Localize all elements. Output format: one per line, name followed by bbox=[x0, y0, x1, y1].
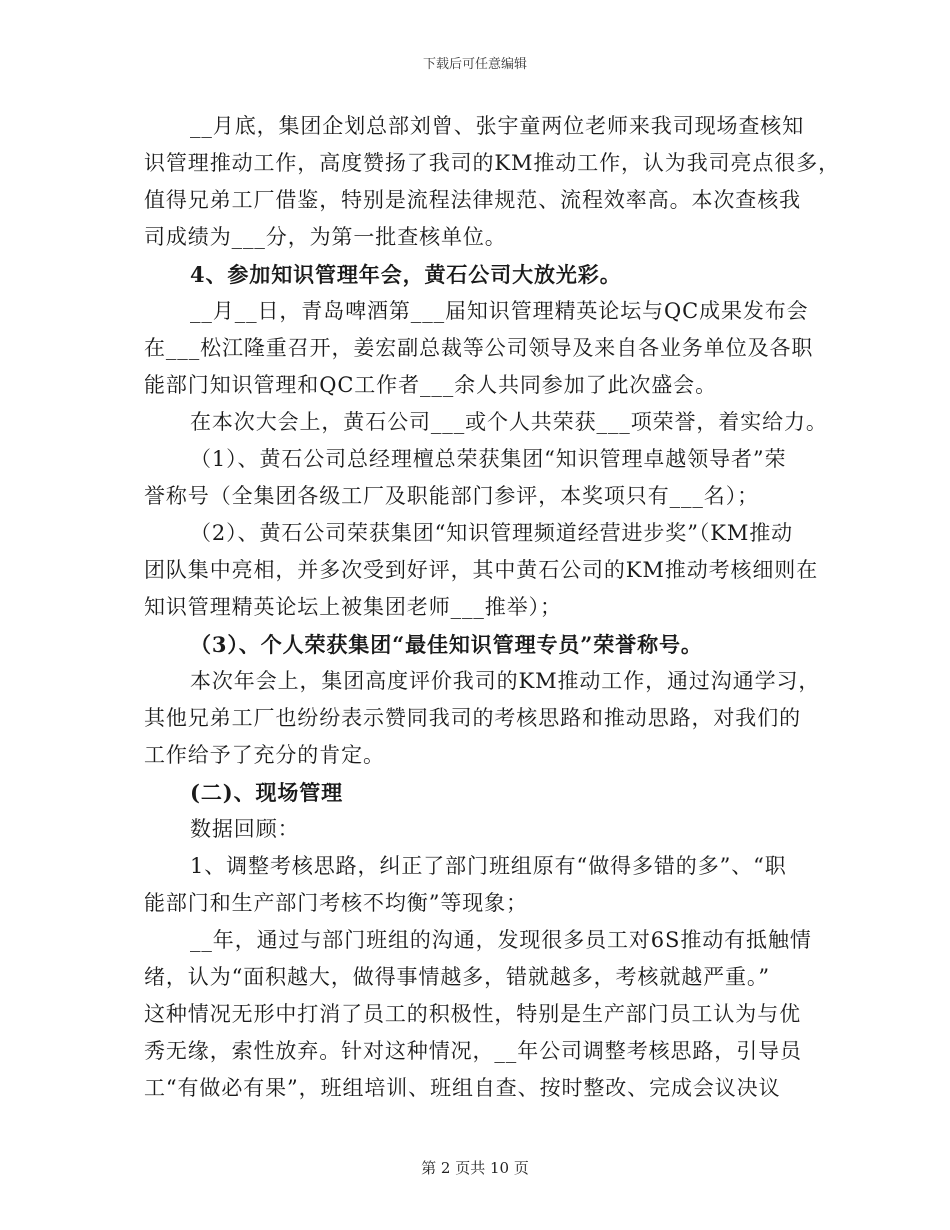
paragraph-line: 在本次大会上，黄石公司___或个人共荣获___项荣誉，着实给力。 bbox=[190, 410, 828, 434]
paragraph-line: 这种情况无形中打消了员工的积极性，特别是生产部门员工认为与优 bbox=[144, 1002, 801, 1026]
paragraph-line: 工“有做必有果”，班组培训、班组自查、按时整改、完成会议决议 bbox=[144, 1076, 781, 1100]
paragraph-line: 本次年会上，集团高度评价我司的KM推动工作，通过沟通学习， bbox=[190, 669, 821, 693]
paragraph-line: 其他兄弟工厂也纷纷表示赞同我司的考核思路和推动思路，对我们的 bbox=[144, 706, 801, 730]
paragraph-line: __月__日，青岛啤酒第___届知识管理精英论坛与QC成果发布会 bbox=[190, 299, 809, 323]
page-footer: 第 2 页共 10 页 bbox=[421, 1159, 529, 1177]
paragraph-line: 识管理推动工作，高度赞扬了我司的KM推动工作，认为我司亮点很多， bbox=[144, 151, 840, 175]
list-item-line: （1）、黄石公司总经理檀总荣获集团“知识管理卓越领导者”荣 bbox=[190, 447, 787, 471]
paragraph-line: 工作给予了充分的肯定。 bbox=[144, 743, 385, 767]
page-header: 下载后可任意编辑 bbox=[422, 57, 527, 72]
list-item-line: （2）、黄石公司荣获集团“知识管理频道经营进步奖”（KM推动 bbox=[190, 521, 794, 545]
paragraph-line: 1、调整考核思路，纠正了部门班组原有“做得多错的多”、“职 bbox=[190, 854, 787, 878]
list-item-line: 知识管理精英论坛上被集团老师___推举）； bbox=[144, 595, 562, 619]
section-heading: 4、参加知识管理年会，黄石公司大放光彩。 bbox=[190, 262, 622, 287]
list-item-line: （3）、个人荣获集团“最佳知识管理专员”荣誉称号。 bbox=[190, 632, 703, 657]
list-item-line: 团队集中亮相，并多次受到好评，其中黄石公司的KM推动考核细则在 bbox=[144, 558, 819, 582]
paragraph-line: 司成绩为___分，为第一批查核单位。 bbox=[144, 225, 507, 249]
section-heading: (二)、现场管理 bbox=[190, 780, 344, 805]
document-body bbox=[144, 108, 840, 1107]
paragraph-line: __月底，集团企划总部刘曾、张宇童两位老师来我司现场查核知 bbox=[190, 114, 805, 138]
paragraph-line: 值得兄弟工厂借鉴，特别是流程法律规范、流程效率高。本次查核我 bbox=[144, 188, 801, 212]
paragraph-line: 能部门和生产部门考核不均衡”等现象； bbox=[144, 891, 528, 915]
list-item-line: 誉称号（全集团各级工厂及职能部门参评，本奖项只有___名）； bbox=[144, 484, 759, 508]
paragraph-line: 在___松江隆重召开，姜宏副总裁等公司领导及来自各业务单位及各职 bbox=[144, 336, 814, 360]
paragraph-line: 能部门知识管理和QC工作者___余人共同参加了此次盛会。 bbox=[144, 373, 717, 397]
paragraph-line: 数据回顾： bbox=[190, 817, 300, 841]
paragraph-line: 秀无缘，索性放弃。针对这种情况，__年公司调整考核思路，引导员 bbox=[144, 1039, 802, 1063]
paragraph-line: __年，通过与部门班组的沟通，发现很多员工对6S推动有抵触情 bbox=[190, 928, 812, 952]
paragraph-line: 绪，认为“面积越大，做得事情越多，错就越多，考核就越严重。” bbox=[144, 965, 770, 989]
